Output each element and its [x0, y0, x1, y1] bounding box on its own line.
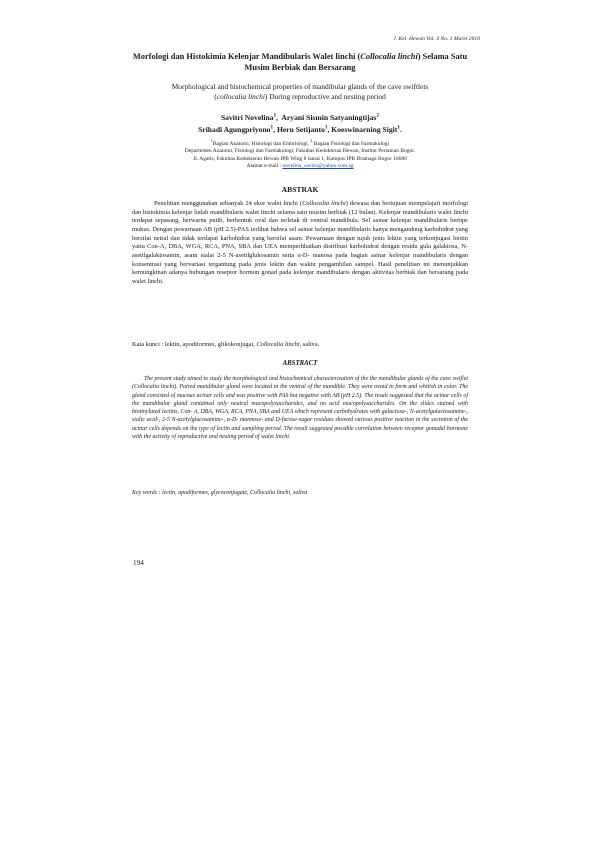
author-5-affil: 1 [397, 123, 400, 130]
title-en-part2: ) During reproductive and nesting period [264, 92, 386, 101]
author-4: Heru Setijanto [276, 124, 325, 134]
title-en-species: collocalia linchi [216, 92, 265, 101]
affil-sup-1: 1 [210, 139, 213, 144]
kata-kunci-text-2: , saliva. [299, 341, 320, 348]
author-list: Savitri Novelina$^1$, Aryani Sismin Satyaningtijas$^2$ Srihadi Agungpriyono$^1$, Heru Setijanto$^1$, Koeswinarning Sigit$^1$. [198, 112, 402, 134]
author-4-affil: 1 [324, 123, 328, 130]
author-3-affil: 1 [270, 123, 274, 130]
author-1: Savitri Novelina [220, 113, 274, 122]
abstract-paragraph: The present study aimed to study the morphological and histochemical characterization of the the mandibular glands of the cave swiflet (Collocalia linchi). Paired mandibular gland were located in the ventral of the mandible. They were ovoid in form and whitish in color. The gland consisted of mucous acinar cells and was positive with PAS but negative with AB (pH 2.5). The result suggested that the acinar cells of the mandibular gland contained only neutral mucopolysaccharides, and no acid mucopolysaccharides. On the slides stained with biotinylated lectins, Con- A, DBA, WGA, RCA, PNA, SBA and UEA which represent carbohydrates with galactosa-, N-acetylgalactosamine-, sialic acid-, 2-5 N-acetylglucosamine-, α-D- mannose- and D-fucose-sugar residues showed various positive reaction in the secretion of the acinar cells depends on the type of lectin and sampling period. The result suggested possible correlation between receptor gonadal hormone with the activity of reproductive and nesting period of walet linchi. [132, 376, 468, 441]
affil-sup-2: 2 [310, 139, 313, 144]
title-english [155, 82, 445, 102]
title-id-species: Collocalia linchi [360, 52, 418, 61]
author-5: Koeswinarning Sigit [331, 124, 398, 134]
author-2: Aryani Sismin Satyaningtijas [281, 113, 377, 122]
kata-kunci [132, 341, 468, 350]
author-1-affil: 1 [273, 112, 277, 119]
abstrak-text-2: ) dewasa dan bertujuan mempelajari morfologi dan histokimia kelenjar ludah mandibularis walet linchi selama satu musim berbiak (12 bulan). Kelenjar mandibularis walet linchi terdapat sepasang, berwarna putih, berbentuk oval dan terletak di ventral mandibula. Sel asinar kelenjar mandibularis bertipe mukus. Dengan pewarnaan AB (pH 2.5)-PAS terlihat bahwa sel asinar kelenjar mandibularis hanya mengandung karbohidrat yang bersifat netral dan tidak terdapat karbohidrat yang bersifat asam. Pewarnaan dengan tujuh jenis lektin yang terkonjugasi biotin yaitu Con-A, DBA, WGA, RCA, PNA, SBA dan UEA memperlihatkan distribusi karbohidrat dengan residu gula galaktosa, N-asetilgalaktosamin, asam sialat 2-5 N-asetilglukosamin serta α-D- manosa pada bagian asinar kelenjar mandibularis dengan konsentrasi yang bervariasi tergantung pada jenis lektin dan waktu pengambilan sampel. Hasil penelitian ini menunjukkan kemungkinan adanya hubungan reseptor hormon gonad pada kelenjar mandibularis dengan aktivitas berbiak dan bersarang pada walet linchi. [132, 200, 469, 285]
affil-line-1a: Bagian Anatomi, Histologi dan Embriologi, [212, 141, 311, 147]
page-number: 194 [133, 559, 144, 567]
title-id-part1: Morfologi dan Histokimia Kelenjar Mandibularis Walet linchi ( [132, 52, 361, 61]
affil-line-2: Departemen Anatomi, Fisiologi dan Farmakologi, Fakultas Kedokteran Hewan, Institut Pertanian Bogor. [184, 148, 416, 155]
author-3: Srihadi Agungpriyono [198, 124, 271, 134]
title-id-part2: ) Selama Satu Musim Berbiak dan Bersarang [244, 52, 468, 72]
abstract-heading: ABSTRACT [282, 360, 318, 367]
title-indonesian [130, 51, 470, 73]
journal-reference: J. Kel. Hewan Vol. 4 No. 1 Maret 2010 [393, 36, 480, 42]
kata-kunci-species: Collocalia linchi [256, 341, 300, 348]
email-link[interactable]: novelina_savitri@yahoo.com.sg [282, 163, 354, 170]
keywords: Key words : lectin, apodiformes, glycoconjugate, Collocalia linchi, saliva [132, 490, 308, 496]
abstrak-text-1: Penelitian menggunakan sebanyak 24 ekor walet linchi ( [154, 200, 303, 207]
affil-line-3: Jl. Agatis, Fakultas Kedokteran Hewan IPB Wing 8 lantai 1, Kampus IPB Dramaga Bogor 16680 [193, 155, 407, 162]
abstrak-heading: ABSTRAK [281, 185, 319, 194]
email-label: Alamat e-mail : [246, 163, 283, 170]
title-en-part1: Morphological and histochemical properties of mandibular glands of the cave swiftlets ( [171, 82, 429, 101]
author-2-affil: 2 [376, 112, 380, 119]
affiliation-block [140, 141, 460, 171]
affil-line-1b: Bagian Fisiologi dan Farmakologi [312, 141, 390, 147]
abstrak-paragraph [132, 200, 468, 287]
abstrak-species: Collocalia linchi [302, 200, 346, 207]
kata-kunci-text-1: Kata kunci : lektin, apodiformes, glikokonjugat, [132, 341, 257, 348]
